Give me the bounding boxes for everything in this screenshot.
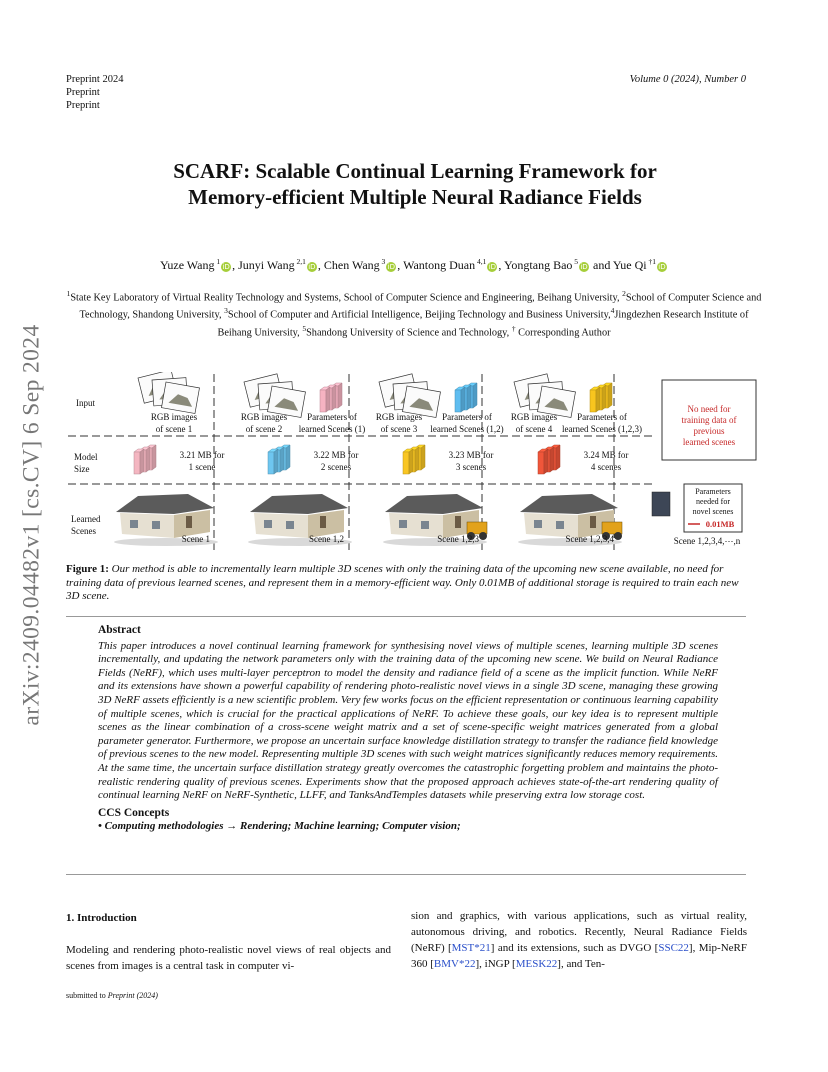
rgb-label: of scene 1 xyxy=(155,424,193,434)
rgb-images-stack xyxy=(161,382,199,414)
intro-text: sion and graphics, with various applications, such as virtual reality, autonomous driving, and robotics. Recently, Neural Radiance Fields (NeRF) [ xyxy=(411,910,747,954)
author-affiliation-mark: 3 xyxy=(379,257,386,266)
model-size-label: 3.23 MB for xyxy=(448,450,494,460)
intro-text: ] and its extensions, such as DVGO [ xyxy=(490,942,659,954)
rgb-label: RGB images xyxy=(240,412,288,422)
params-label: learned Scenes (1) xyxy=(298,424,366,434)
bulldozer-wheel xyxy=(479,532,487,540)
section-heading: 1. Introduction xyxy=(66,912,137,924)
intro-text: ], iNGP [ xyxy=(475,958,516,970)
intro-text: ], and Ten- xyxy=(557,958,605,970)
scene-house-window xyxy=(152,521,160,529)
parameter-stack xyxy=(608,383,612,408)
affiliation-text: State Key Laboratory of Virtual Reality Technology and Systems, School of Computer Science and Engineering, Beihang University, xyxy=(70,292,623,304)
final-scene-label: Scene 1,2,3,4,⋯,n xyxy=(673,536,741,546)
rgb-label: of scene 2 xyxy=(245,424,283,434)
row-label-learned-scenes: Scenes xyxy=(71,526,96,536)
params-label: Parameters of xyxy=(577,412,627,422)
no-need-text: No need for xyxy=(687,404,731,414)
orcid-icon[interactable]: iD xyxy=(580,263,588,271)
title-line: SCARF: Scalable Continual Learning Framework for xyxy=(173,159,657,183)
model-size-label: 3.24 MB for xyxy=(583,450,629,460)
figure-1-diagram xyxy=(66,372,762,556)
arxiv-stamp-text: arXiv:2409.04482v1 [cs.CV] 6 Sep 2024 xyxy=(18,324,45,726)
affiliation-text: School of Computer and Artificial Intelligence, Beijing Technology and Business University, xyxy=(227,309,611,321)
paper-title xyxy=(90,158,740,210)
scene-house-roof xyxy=(520,494,618,514)
header-line: Preprint xyxy=(66,87,100,98)
model-size-stack xyxy=(556,445,560,470)
parameter-stack xyxy=(455,390,461,412)
model-size-stack xyxy=(134,452,140,474)
model-size-stack xyxy=(403,452,409,474)
author-affiliation-mark: 2,1 xyxy=(294,257,306,266)
author-name: Yuze Wang xyxy=(160,258,215,272)
model-size-stack xyxy=(274,449,278,474)
author-affiliation-mark: 1 xyxy=(214,257,221,266)
author-separator: , xyxy=(232,258,239,272)
scene-house-window xyxy=(421,521,429,529)
title-line: Memory-efficient Multiple Neural Radiance Fields xyxy=(188,185,642,209)
model-size-stack xyxy=(409,449,413,474)
author-name: Chen Wang xyxy=(323,258,380,272)
scene-label: Scene 1 xyxy=(181,534,210,544)
header-line: Preprint 2024 xyxy=(66,74,124,85)
parameter-stack xyxy=(467,385,471,410)
scene-house-door xyxy=(455,516,461,528)
parameter-stack xyxy=(602,385,606,410)
figure-1 xyxy=(66,372,762,556)
scene-house-window xyxy=(130,520,138,528)
author-separator: , xyxy=(397,258,404,272)
scene-house-window xyxy=(399,520,407,528)
caption-label: Figure 1: xyxy=(66,563,109,575)
bulldozer-wheel xyxy=(614,532,622,540)
affiliation-mark: 4 xyxy=(610,306,615,316)
header-line: Preprint xyxy=(66,100,100,111)
author-name: Yue Qi xyxy=(612,258,647,272)
scene-label: Scene 1,2,3 xyxy=(437,534,479,544)
model-size-label: 3.22 MB for xyxy=(313,450,359,460)
author-affiliation-mark: 5 xyxy=(572,257,579,266)
rgb-label: of scene 4 xyxy=(515,424,553,434)
model-size-stack xyxy=(152,445,156,470)
intro-right-column xyxy=(411,908,747,972)
no-need-text: learned scenes xyxy=(682,437,736,447)
scene-house-door xyxy=(590,516,596,528)
footer-venue: Preprint (2024) xyxy=(107,991,158,1000)
affiliation-mark: † xyxy=(511,323,516,333)
parameter-stack xyxy=(326,387,330,412)
affiliation-text: Shandong University of Science and Technology, xyxy=(306,327,512,339)
author-separator: , xyxy=(498,258,504,272)
scene-house-door xyxy=(320,516,326,528)
intro-text: ], Mip-NeRF 360 [ xyxy=(411,942,747,970)
rgb-label: of scene 3 xyxy=(380,424,418,434)
affiliation-text: Jingdezhen Research Institute of Beihang University, xyxy=(217,309,749,339)
scene-house-front xyxy=(254,513,308,538)
model-size-stack xyxy=(286,445,290,470)
caption-text: Our method is able to incrementally learn multiple 3D scenes with only the training data of the upcoming new scene available, no need for training data of previous learned scenes, and represent them in a memory-efficient way. Only 0.01MB of additional storage is required to train each new 3D scene. xyxy=(66,563,739,603)
model-size-label: 1 scene xyxy=(188,462,216,472)
affiliations xyxy=(66,287,762,339)
citation-link[interactable]: BMV*22 xyxy=(433,958,476,970)
no-need-text: training data of xyxy=(681,415,737,425)
figure-caption xyxy=(66,563,750,604)
affiliation-mark: 2 xyxy=(622,289,626,298)
scene-house-front xyxy=(120,513,174,538)
novel-params-text: needed for xyxy=(696,497,730,506)
parameter-stack xyxy=(473,383,477,408)
scene-house-roof xyxy=(250,494,348,514)
model-size-stack xyxy=(538,452,544,474)
scene-house-door xyxy=(186,516,192,528)
novel-size-label: 0.01MB xyxy=(705,519,735,529)
parameter-stack xyxy=(461,387,465,412)
model-size-stack xyxy=(544,449,548,474)
scene-house-window xyxy=(286,521,294,529)
author-name: Yongtang Bao xyxy=(503,258,573,272)
scene-house-roof xyxy=(116,494,214,514)
page-footer xyxy=(66,991,158,1000)
parameter-stack xyxy=(596,387,600,412)
abstract-top-rule xyxy=(66,616,746,617)
ccs-item: • Computing methodologies → Rendering; Machine learning; Computer vision; xyxy=(98,820,461,833)
parameter-stack xyxy=(338,383,342,408)
ccs-heading: CCS Concepts xyxy=(98,806,170,819)
running-header-left xyxy=(66,73,123,112)
model-size-stack xyxy=(268,452,274,474)
author-list xyxy=(80,257,748,273)
affiliation-mark: 1 xyxy=(66,289,71,298)
row-label-input: Input xyxy=(76,398,95,408)
params-label: Parameters of xyxy=(442,412,492,422)
footer-prefix: submitted to xyxy=(66,991,108,1000)
model-size-label: 3 scenes xyxy=(455,462,487,472)
novel-params-text: Parameters xyxy=(695,487,731,496)
scene-label: Scene 1,2,3,4 xyxy=(565,534,614,544)
running-header-right: Volume 0 (2024), Number 0 xyxy=(629,74,746,85)
author-separator: , xyxy=(317,258,324,272)
model-size-label: 3.21 MB for xyxy=(179,450,225,460)
no-need-text: previous xyxy=(693,426,725,436)
scene-house-roof xyxy=(385,494,483,514)
abstract-heading: Abstract xyxy=(98,624,141,636)
orcid-icon[interactable]: iD xyxy=(488,263,497,271)
scene-house-front xyxy=(389,513,443,538)
model-size-label: 2 scenes xyxy=(320,462,352,472)
row-label-learned-scenes: Learned xyxy=(71,514,101,524)
orcid-icon[interactable]: iD xyxy=(308,263,316,271)
scene-house-window xyxy=(556,521,564,529)
parameter-stack xyxy=(320,390,326,412)
model-size-stack xyxy=(280,447,284,472)
arxiv-stamp xyxy=(4,290,60,760)
author-name: Junyi Wang xyxy=(238,258,295,272)
row-label-model-size: Model xyxy=(74,452,98,462)
author-affiliation-mark: †1 xyxy=(646,257,656,266)
scene-house-window xyxy=(264,520,272,528)
orcid-icon[interactable]: iD xyxy=(222,263,230,271)
abstract-body: This paper introduces a novel continual learning framework for synthesising novel views of multiple scenes, learning multiple 3D scenes incrementally, and updating the network parameters only with the training data of the upcoming new scene. We build on Neural Radiance Fields (NeRF), which uses multi-layer perceptron to model the density and radiance field of a scene as the implicit function. While NeRF and its extensions have shown a powerful capability of rendering photo-realistic novel views in a single 3D scene, managing these growing 3D NeRF assets efficiently is a new scientific problem. Very few works focus on the efficient representation or continuous learning capability of multiple scenes, which is crucial for the practical applications of NeRF. To achieve these goals, our key idea is to represent multiple scenes as the linear combination of a cross-scene weight matrix and a set of scene-specific weight matrices generated from a global parameter generator. Furthermore, we propose an uncertain surface knowledge distillation strategy to transfer the radiance field knowledge of previous scenes to the new model. Representing multiple 3D scenes with such weight matrices significantly reduces memory requirements. At the same time, the uncertain surface distillation strategy greatly overcomes the catastrophic forgetting problem and maintains the photo-realistic rendering quality of previous scenes. Experiments show that the proposed approach achieves state-of-the-art rendering quality of continual learning NeRF on NeRF-Synthetic, LLFF, and TanksAndTemples datasets while preserving extra low storage cost. xyxy=(98,639,718,802)
abstract-bottom-rule xyxy=(66,874,746,875)
intro-left-column xyxy=(66,910,391,974)
params-label: learned Scenes (1,2,3) xyxy=(562,424,642,434)
orcid-icon[interactable]: iD xyxy=(387,263,395,271)
affiliation-text: Corresponding Author xyxy=(515,327,611,339)
novel-param-cube xyxy=(652,492,670,516)
citation-link[interactable]: SSC22 xyxy=(658,942,689,954)
rgb-label: RGB images xyxy=(150,412,198,422)
model-size-stack xyxy=(146,447,150,472)
rgb-label: RGB images xyxy=(510,412,558,422)
model-size-stack xyxy=(421,445,425,470)
author-separator: and xyxy=(590,258,613,272)
scene-label: Scene 1,2 xyxy=(309,534,344,544)
parameter-stack xyxy=(590,390,596,412)
affiliation-mark: 3 xyxy=(224,306,228,316)
author-name: Wantong Duan xyxy=(403,258,476,272)
parameter-stack xyxy=(332,385,336,410)
model-size-stack xyxy=(550,447,554,472)
params-label: learned Scenes (1,2) xyxy=(430,424,504,434)
params-label: Parameters of xyxy=(307,412,357,422)
model-size-label: 4 scenes xyxy=(590,462,622,472)
novel-params-text: novel scenes xyxy=(692,507,734,516)
model-size-stack xyxy=(415,447,419,472)
citation-link[interactable]: MST*21 xyxy=(451,942,491,954)
abstract-block xyxy=(98,624,718,834)
citation-link[interactable]: MESK22 xyxy=(515,958,558,970)
orcid-icon[interactable]: iD xyxy=(658,263,666,271)
affiliation-text: School of Computer Science and Technology, Shandong University, xyxy=(79,292,762,321)
rgb-label: RGB images xyxy=(375,412,423,422)
intro-paragraph-left: Modeling and rendering photo-realistic novel views of real objects and scenes from images is a central task in computer vi- xyxy=(66,944,391,972)
model-size-stack xyxy=(140,449,144,474)
author-affiliation-mark: 4,1 xyxy=(475,257,487,266)
row-label-model-size: Size xyxy=(74,464,90,474)
affiliation-mark: 5 xyxy=(302,323,307,333)
scene-house-window xyxy=(534,520,542,528)
